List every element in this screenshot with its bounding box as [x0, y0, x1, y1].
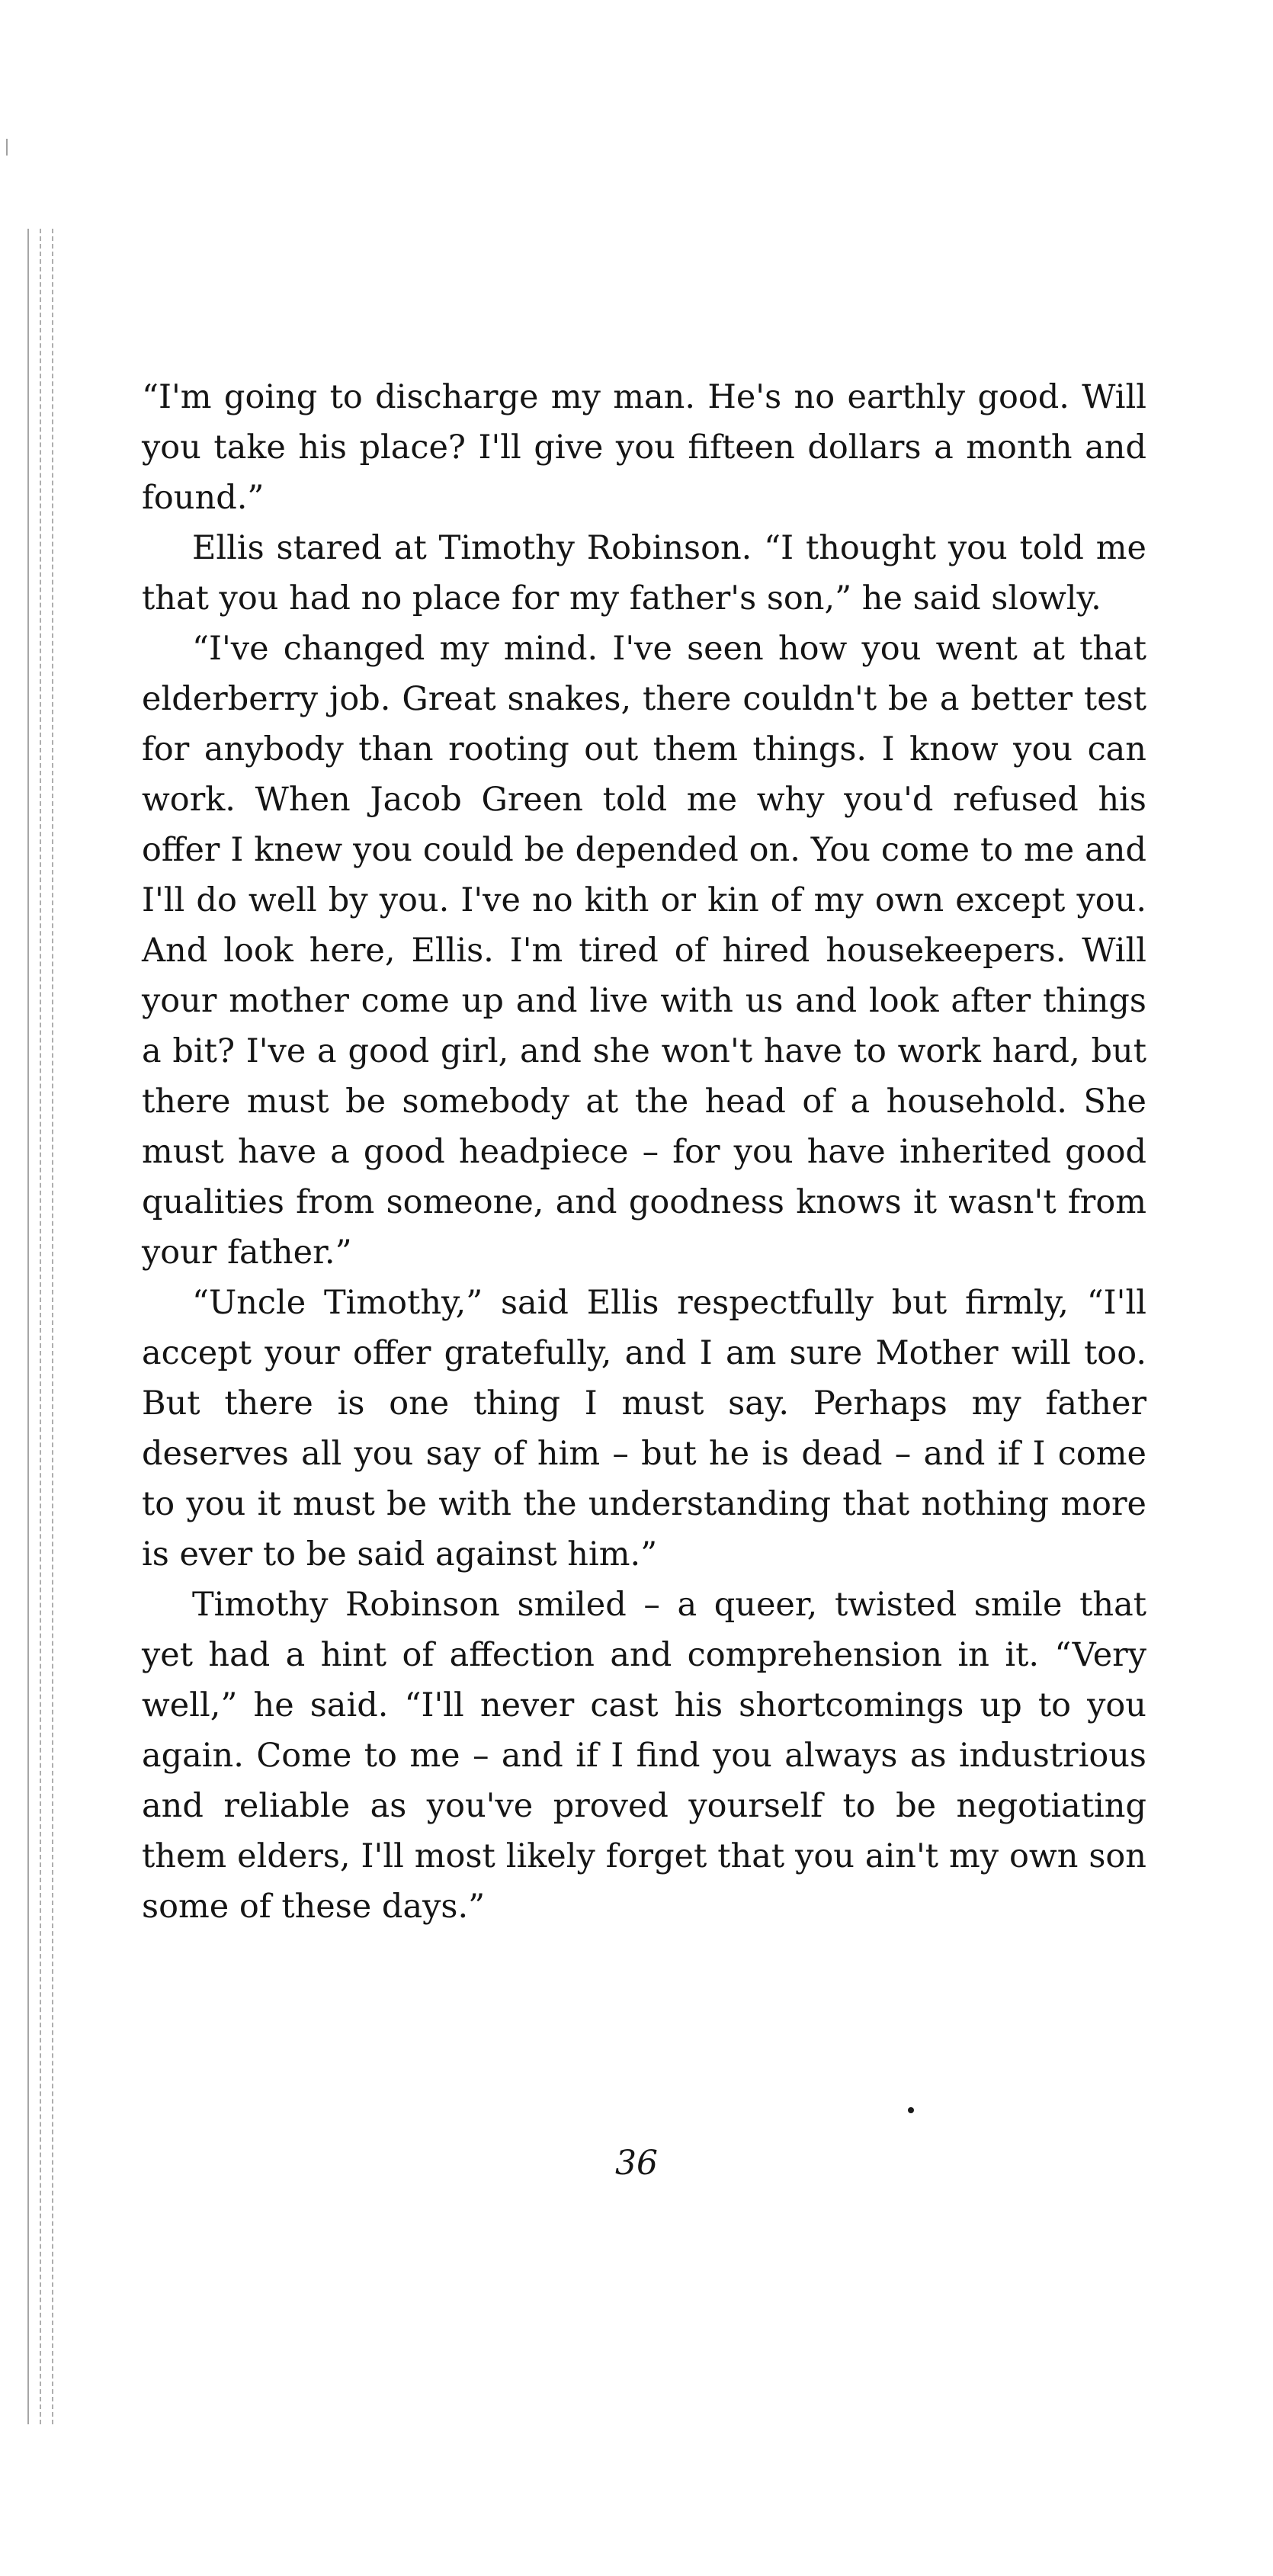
binding-edge [21, 229, 59, 2424]
paragraph: “I've changed my mind. I've seen how you went at that elderberry job. Great snakes, there couldn't be a better test for anybody than rooting out them things. I know you can work. When Jacob Green told me why you'd refused his offer I knew you could be depended on. You come to me and I'll do well by you. I've no kith or kin of my own except you. And look here, Ellis. I'm tired of hired housekeepers. Will your mother come up and live with us and look after things a bit? I've a good girl, and she won't have to work hard, but there must be somebody at the head of a household. She must have a good headpiece – for you have inherited good qualities from someone, and goodness knows it wasn't from your father.” [142, 630, 1146, 1272]
scan-mark [6, 139, 8, 156]
paragraph: “Uncle Timothy,” said Ellis respectfully but firmly, “I'll accept your offer gratefully, and I am sure Mother will too. But there is one thing I must say. Perhaps my father deserves all you say of him – but he is dead – and if I come to you it must be with the understanding that nothing more is ever to be said against him.” [142, 1284, 1146, 1574]
paragraph: Ellis stared at Timothy Robinson. “I thought you told me that you had no place for my father's son,” he said slowly. [142, 529, 1146, 618]
ink-speck [908, 2107, 914, 2113]
body-text [142, 372, 1146, 1932]
paragraph: Timothy Robinson smiled – a queer, twisted smile that yet had a hint of affection and comprehension in it. “Very well,” he said. “I'll never cast his shortcomings up to you again. Come to me – and if I find you always as industrious and reliable as you've proved yourself to be negotiating them elders, I'll most likely forget that you ain't my own son some of these days.” [142, 1586, 1146, 1926]
paragraph: “I'm going to discharge my man. He's no earthly good. Will you take his place? I'll give you fifteen dollars a month and found.” [142, 378, 1146, 517]
binding-edge-line [27, 229, 29, 2424]
binding-edge-line [40, 229, 41, 2424]
page-number: 36 [615, 2144, 658, 2183]
binding-edge-line [52, 229, 53, 2424]
